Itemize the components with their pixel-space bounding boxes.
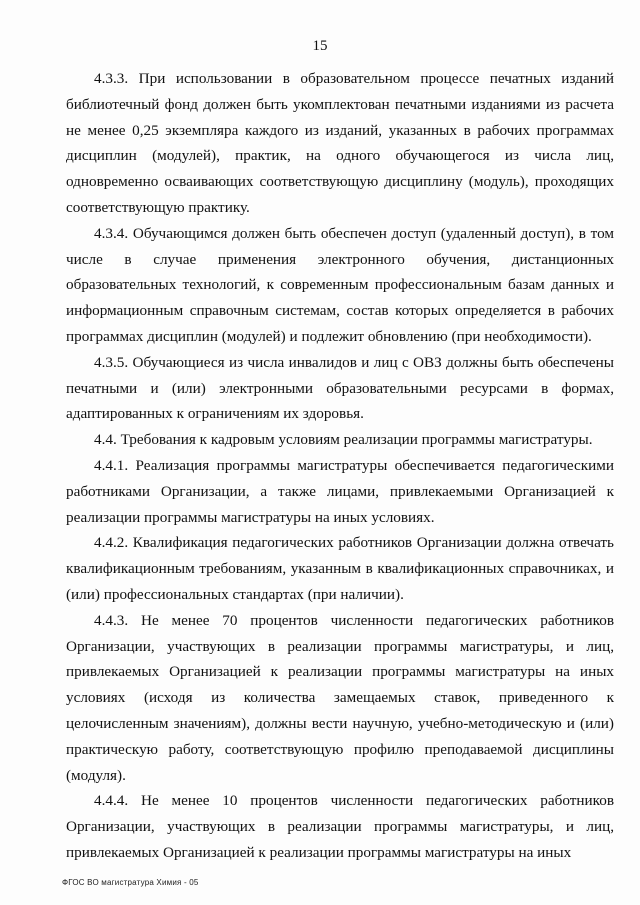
paragraph-4-4-2: 4.4.2. Квалификация педагогических работников Организации должна отвечать квалификационным требованиям, указанным в квалификационных справочниках, и (или) профессиональных стандартах (при наличии).	[66, 534, 614, 603]
paragraph-4-3-3: 4.3.3. При использовании в образовательном процессе печатных изданий библиотечный фонд должен быть укомплектован печатными изданиями из расчета не менее 0,25 экземпляра каждого из изданий, указанных в рабочих программах дисциплин (модулей), практик, на одного обучающегося из числа лиц, одновременно осваивающих соответствующую дисциплину (модуль), проходящих соответствующую практику.	[66, 70, 614, 216]
paragraph-4-4-heading: 4.4. Требования к кадровым условиям реализации программы магистратуры.	[94, 431, 593, 449]
document-body	[66, 66, 614, 866]
footer-document-id: ФГОС ВО магистратура Химия - 05	[62, 878, 199, 887]
paragraph-4-4-3: 4.4.3. Не менее 70 процентов численности педагогических работников Организации, участвующих в реализации программы магистратуры, и лиц, привлекаемых Организацией к реализации программы магистратуры на иных условиях (исходя из количества замещаемых ставок, приведенного к целочисленным значениям), должны вести научную, учебно-методическую и (или) практическую работу, соответствующую профилю преподаваемой дисциплины (модуля).	[66, 611, 614, 784]
paragraph-4-4-4: 4.4.4. Не менее 10 процентов численности педагогических работников Организации, участвующих в реализации программы магистратуры, и лиц, привлекаемых Организацией к реализации программы магистратуры на иных	[66, 792, 614, 861]
paragraph-4-3-5: 4.3.5. Обучающиеся из числа инвалидов и лиц с ОВЗ должны быть обеспечены печатными и (или) электронными образовательными ресурсами в формах, адаптированных к ограничениям их здоровья.	[66, 353, 614, 423]
page-number: 15	[312, 38, 328, 54]
paragraph-4-4-1: 4.4.1. Реализация программы магистратуры обеспечивается педагогическими работниками Организации, а также лицами, привлекаемыми Организацией к реализации программы магистратуры на иных условиях.	[66, 456, 614, 526]
paragraph-4-3-4: 4.3.4. Обучающимся должен быть обеспечен доступ (удаленный доступ), в том числе в случае применения электронного обучения, дистанционных образовательных технологий, к современным профессиональным базам данных и информационным справочным системам, состав которых определяется в рабочих программах дисциплин (модулей) и подлежит обновлению (при необходимости).	[66, 224, 614, 345]
